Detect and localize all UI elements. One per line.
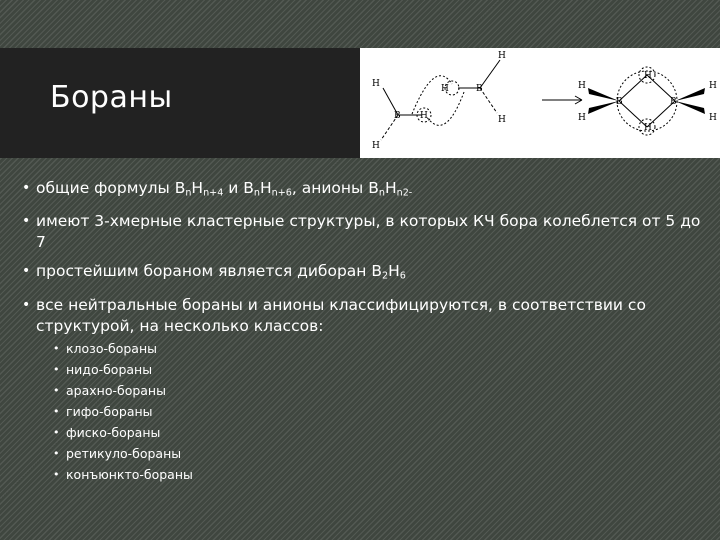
bullet-formulas	[22, 178, 702, 203]
formula-text: , анионы B	[291, 179, 379, 197]
bullet-structures: • имеют 3-хмерные кластерные структуры, в которых КЧ бора колеблется от 5 до 7	[22, 211, 702, 253]
list-item: • фиско-бораны	[36, 425, 702, 441]
atom-h: H	[498, 51, 506, 61]
atom-b: B	[670, 97, 677, 107]
atom-h: H	[498, 115, 506, 125]
list-item: • гифо-бораны	[36, 404, 702, 420]
atom-h: H	[420, 111, 428, 121]
bullet-diborane	[22, 261, 702, 286]
atom-h: H	[578, 113, 586, 123]
formula-subscript: n	[396, 187, 403, 199]
list-item: • конъюнкто-бораны	[36, 467, 702, 483]
atom-h: H	[372, 141, 380, 151]
atom-b: B	[616, 97, 623, 107]
atom-h: H	[578, 81, 586, 91]
diborane-diagram	[360, 48, 720, 158]
formula-subscript: n	[378, 187, 385, 199]
atom-h: H	[372, 79, 380, 89]
slide-body	[22, 178, 702, 491]
atom-h: H	[709, 81, 717, 91]
formula-text: H	[259, 179, 272, 197]
list-item: • арахно-бораны	[36, 383, 702, 399]
list-item: • клозо-бораны	[36, 341, 702, 357]
formula-subscript: 6	[399, 270, 406, 282]
list-item: • нидо-бораны	[36, 362, 702, 378]
atom-h: H	[644, 71, 652, 81]
formula-text: и B	[223, 179, 254, 197]
atom-h: H	[441, 84, 449, 94]
atom-h: H	[644, 123, 652, 133]
slide-title: Бораны	[50, 80, 173, 115]
formula-text: общие формулы B	[36, 179, 186, 197]
formula-subscript: n	[185, 187, 192, 199]
borane-class-list	[36, 341, 702, 483]
formula-text: H	[191, 179, 204, 197]
bullet-text: все нейтральные бораны и анионы классифицируются, в соответствии со структурой, на несколько классов:	[36, 295, 646, 335]
formula-subscript: n+4	[203, 187, 224, 199]
formula-subscript: 2-	[402, 187, 413, 199]
formula-subscript: n	[253, 187, 260, 199]
formula-text: H	[384, 179, 397, 197]
formula-subscript: 2	[382, 270, 389, 282]
list-item: • ретикуло-бораны	[36, 446, 702, 462]
atom-b: B	[476, 84, 483, 94]
formula-subscript: n+6	[271, 187, 292, 199]
formula-text: простейшим бораном является диборан B	[36, 262, 383, 281]
atom-b: B	[394, 111, 401, 121]
atom-h: H	[709, 113, 717, 123]
formula-text: H	[388, 262, 400, 281]
bullet-classes	[22, 295, 702, 483]
